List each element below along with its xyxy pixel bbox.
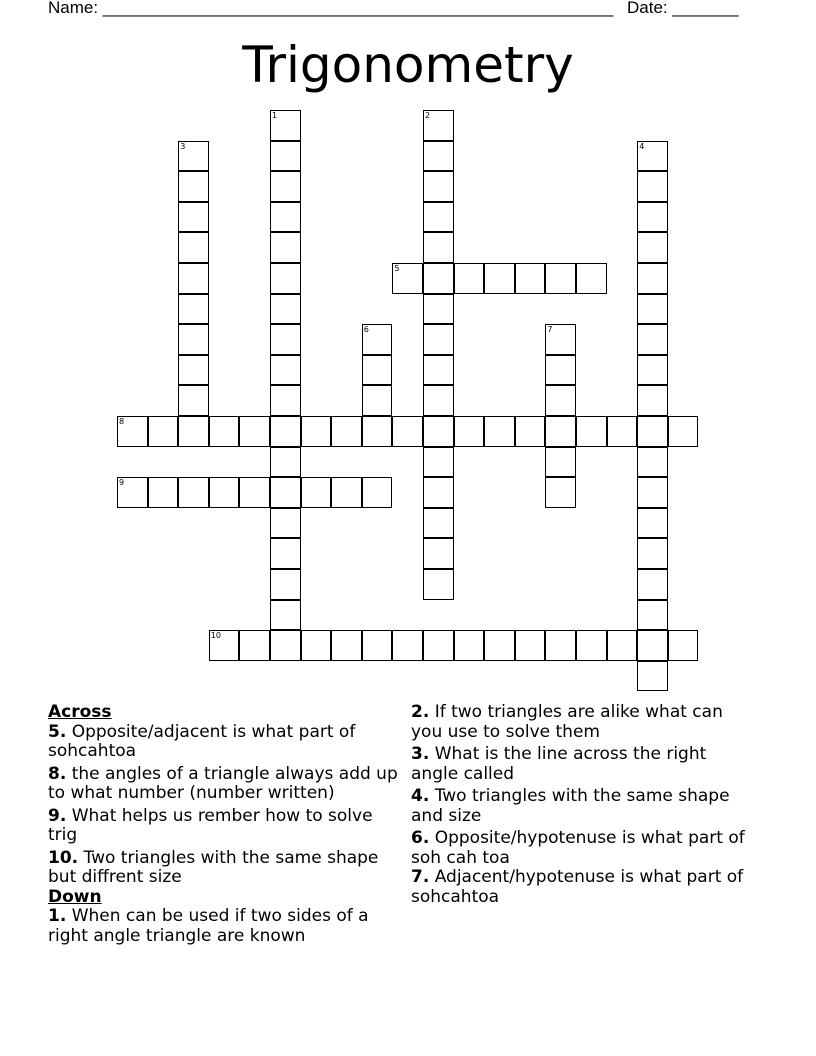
cell-number: 6	[363, 325, 369, 335]
crossword-cell[interactable]	[423, 202, 454, 233]
crossword-cell[interactable]	[484, 630, 515, 661]
crossword-cell[interactable]	[178, 263, 209, 294]
crossword-cell[interactable]	[239, 477, 270, 508]
crossword-cell[interactable]	[270, 324, 301, 355]
crossword-cell[interactable]	[423, 171, 454, 202]
crossword-cell[interactable]	[331, 630, 362, 661]
cell-number: 1	[272, 111, 278, 120]
clue-down-1	[48, 907, 398, 946]
crossword-cell[interactable]	[331, 477, 362, 508]
crossword-cell[interactable]	[423, 477, 454, 508]
crossword-cell[interactable]	[270, 294, 301, 325]
crossword-cell[interactable]	[209, 477, 240, 508]
crossword-cell[interactable]	[392, 263, 423, 294]
clue-text: What is the line across the right angle called	[411, 744, 707, 784]
crossword-cell[interactable]	[637, 477, 668, 508]
clue-across-8	[48, 765, 398, 804]
clue-down-2	[411, 703, 756, 742]
crossword-cell[interactable]	[668, 630, 699, 661]
cell-number: 9	[119, 478, 125, 488]
crossword-cell[interactable]	[178, 385, 209, 416]
crossword-cell[interactable]	[270, 355, 301, 386]
crossword-cell[interactable]	[637, 202, 668, 233]
crossword-cell[interactable]	[270, 202, 301, 233]
crossword-cell[interactable]	[637, 171, 668, 202]
cell-number: 5	[394, 264, 400, 273]
crossword-cell[interactable]	[270, 416, 301, 447]
crossword-cell[interactable]	[484, 416, 515, 447]
crossword-cell[interactable]	[545, 385, 576, 416]
crossword-cell[interactable]	[362, 477, 393, 508]
crossword-cell[interactable]	[423, 447, 454, 478]
crossword-cell[interactable]	[545, 324, 576, 355]
crossword-cell[interactable]	[301, 630, 332, 661]
clue-number: 5.	[48, 721, 67, 742]
crossword-cell[interactable]	[423, 355, 454, 386]
clue-number: 6.	[411, 828, 430, 848]
crossword-cell[interactable]	[637, 232, 668, 263]
crossword-cell[interactable]	[178, 477, 209, 508]
cell-number: 3	[180, 141, 186, 151]
clue-number: 7.	[411, 867, 430, 887]
cell-number: 10	[210, 631, 221, 641]
crossword-cell[interactable]	[545, 447, 576, 478]
across-heading: Across	[48, 702, 112, 722]
clue-across-5	[48, 723, 398, 762]
clue-down-3	[411, 745, 756, 784]
crossword-cell[interactable]	[607, 416, 638, 447]
clue-number: 8.	[48, 763, 67, 784]
crossword-cell[interactable]	[301, 416, 332, 447]
crossword-cell[interactable]	[637, 324, 668, 355]
crossword-cell[interactable]	[239, 416, 270, 447]
crossword-cell[interactable]	[270, 447, 301, 478]
crossword-cell[interactable]	[209, 416, 240, 447]
page-title: Trigonometry	[242, 36, 574, 94]
crossword-cell[interactable]	[637, 416, 668, 447]
crossword-cell[interactable]	[270, 508, 301, 539]
crossword-cell[interactable]	[239, 630, 270, 661]
crossword-cell[interactable]	[270, 141, 301, 172]
crossword-cell[interactable]	[148, 477, 179, 508]
crossword-cell[interactable]	[668, 416, 699, 447]
crossword-cell[interactable]	[454, 416, 485, 447]
crossword-cell[interactable]	[148, 416, 179, 447]
crossword-cell[interactable]	[270, 263, 301, 294]
crossword-cell[interactable]	[454, 630, 485, 661]
crossword-cell[interactable]	[423, 385, 454, 416]
crossword-cell[interactable]	[545, 263, 576, 294]
crossword-cell[interactable]	[637, 569, 668, 600]
crossword-cell[interactable]	[178, 141, 209, 172]
clue-text: the angles of a triangle always add up to what number (number written)	[48, 763, 398, 803]
crossword-cell[interactable]	[637, 294, 668, 325]
crossword-cell[interactable]	[515, 416, 546, 447]
crossword-cell[interactable]	[545, 416, 576, 447]
crossword-cell[interactable]	[209, 630, 240, 661]
crossword-cell[interactable]	[423, 110, 454, 141]
crossword-cell[interactable]	[178, 324, 209, 355]
crossword-cell[interactable]	[423, 232, 454, 263]
crossword-cell[interactable]	[423, 324, 454, 355]
crossword-cell[interactable]	[454, 263, 485, 294]
clues-right-column	[411, 703, 756, 910]
clue-text: Adjacent/hypotenuse is what part of sohcahtoa	[411, 867, 744, 907]
clue-text: What helps us rember how to solve trig	[48, 805, 373, 845]
crossword-cell[interactable]	[515, 263, 546, 294]
clue-across-10	[48, 849, 398, 888]
crossword-cell[interactable]	[270, 569, 301, 600]
crossword-cell[interactable]	[178, 232, 209, 263]
crossword-cell[interactable]	[270, 630, 301, 661]
crossword-cell[interactable]	[270, 538, 301, 569]
crossword-cell[interactable]	[392, 416, 423, 447]
crossword-cell[interactable]	[515, 630, 546, 661]
clue-text: Two triangles with the same shape but diffrent size	[48, 847, 379, 887]
clue-text: Two triangles with the same shape and size	[411, 786, 730, 826]
crossword-cell[interactable]	[362, 355, 393, 386]
crossword-cell[interactable]	[178, 355, 209, 386]
crossword-cell[interactable]	[178, 202, 209, 233]
clue-text: When can be used if two sides of a right angle triangle are known	[48, 906, 369, 946]
clue-number: 4.	[411, 786, 430, 806]
crossword-cell[interactable]	[637, 355, 668, 386]
clue-number: 2.	[411, 702, 430, 722]
crossword-cell[interactable]	[423, 416, 454, 447]
crossword-cell[interactable]	[637, 508, 668, 539]
crossword-cell[interactable]	[637, 385, 668, 416]
crossword-cell[interactable]	[545, 355, 576, 386]
crossword-cell[interactable]	[423, 508, 454, 539]
clues-left-column	[48, 703, 398, 949]
clue-down-7	[411, 868, 756, 907]
crossword-cell[interactable]	[362, 324, 393, 355]
crossword-cell[interactable]	[270, 171, 301, 202]
crossword-cell[interactable]	[637, 538, 668, 569]
crossword-cell[interactable]	[607, 630, 638, 661]
clue-number: 9.	[48, 805, 67, 826]
crossword-cell[interactable]	[117, 416, 148, 447]
crossword-cell[interactable]	[270, 600, 301, 631]
crossword-cell[interactable]	[637, 661, 668, 692]
crossword-cell[interactable]	[178, 294, 209, 325]
crossword-cell[interactable]	[301, 477, 332, 508]
date-field-label: Date: _______	[627, 0, 739, 17]
crossword-cell[interactable]	[484, 263, 515, 294]
name-field-label: Name: ______________________________________________________	[48, 0, 614, 17]
clue-across-9	[48, 807, 398, 846]
crossword-cell[interactable]	[362, 385, 393, 416]
crossword-cell[interactable]	[637, 630, 668, 661]
crossword-cell[interactable]	[331, 416, 362, 447]
cell-number: 2	[425, 111, 431, 120]
crossword-cell[interactable]	[270, 477, 301, 508]
clue-down-6	[411, 829, 756, 868]
crossword-cell[interactable]	[576, 416, 607, 447]
down-heading: Down	[48, 886, 102, 907]
clue-text: Opposite/hypotenuse is what part of soh cah toa	[411, 828, 745, 868]
crossword-cell[interactable]	[637, 447, 668, 478]
crossword-cell[interactable]	[423, 141, 454, 172]
crossword-cell[interactable]	[178, 416, 209, 447]
crossword-cell[interactable]	[545, 477, 576, 508]
clue-text: Opposite/adjacent is what part of sohcahtoa	[48, 721, 356, 761]
crossword-cell[interactable]	[362, 630, 393, 661]
cell-number: 4	[639, 141, 645, 151]
crossword-cell[interactable]	[423, 630, 454, 661]
clue-down-4	[411, 787, 756, 826]
crossword-cell[interactable]	[270, 232, 301, 263]
crossword-cell[interactable]	[637, 600, 668, 631]
crossword-cell[interactable]	[270, 110, 301, 141]
crossword-cell[interactable]	[637, 263, 668, 294]
crossword-cell[interactable]	[637, 141, 668, 172]
cell-number: 8	[119, 417, 125, 426]
crossword-cell[interactable]	[545, 630, 576, 661]
crossword-cell[interactable]	[423, 294, 454, 325]
clue-number: 3.	[411, 744, 430, 764]
cell-number: 7	[547, 325, 553, 335]
clue-number: 1.	[48, 906, 67, 926]
crossword-cell[interactable]	[178, 171, 209, 202]
crossword-cell[interactable]	[117, 477, 148, 508]
crossword-cell[interactable]	[576, 263, 607, 294]
crossword-cell[interactable]	[423, 569, 454, 600]
crossword-cell[interactable]	[423, 263, 454, 294]
clue-text: If two triangles are alike what can you use to solve them	[411, 702, 723, 742]
crossword-cell[interactable]	[392, 630, 423, 661]
crossword-cell[interactable]	[362, 416, 393, 447]
crossword-cell[interactable]	[576, 630, 607, 661]
crossword-cell[interactable]	[270, 385, 301, 416]
crossword-cell[interactable]	[423, 538, 454, 569]
clue-number: 10.	[48, 847, 79, 868]
